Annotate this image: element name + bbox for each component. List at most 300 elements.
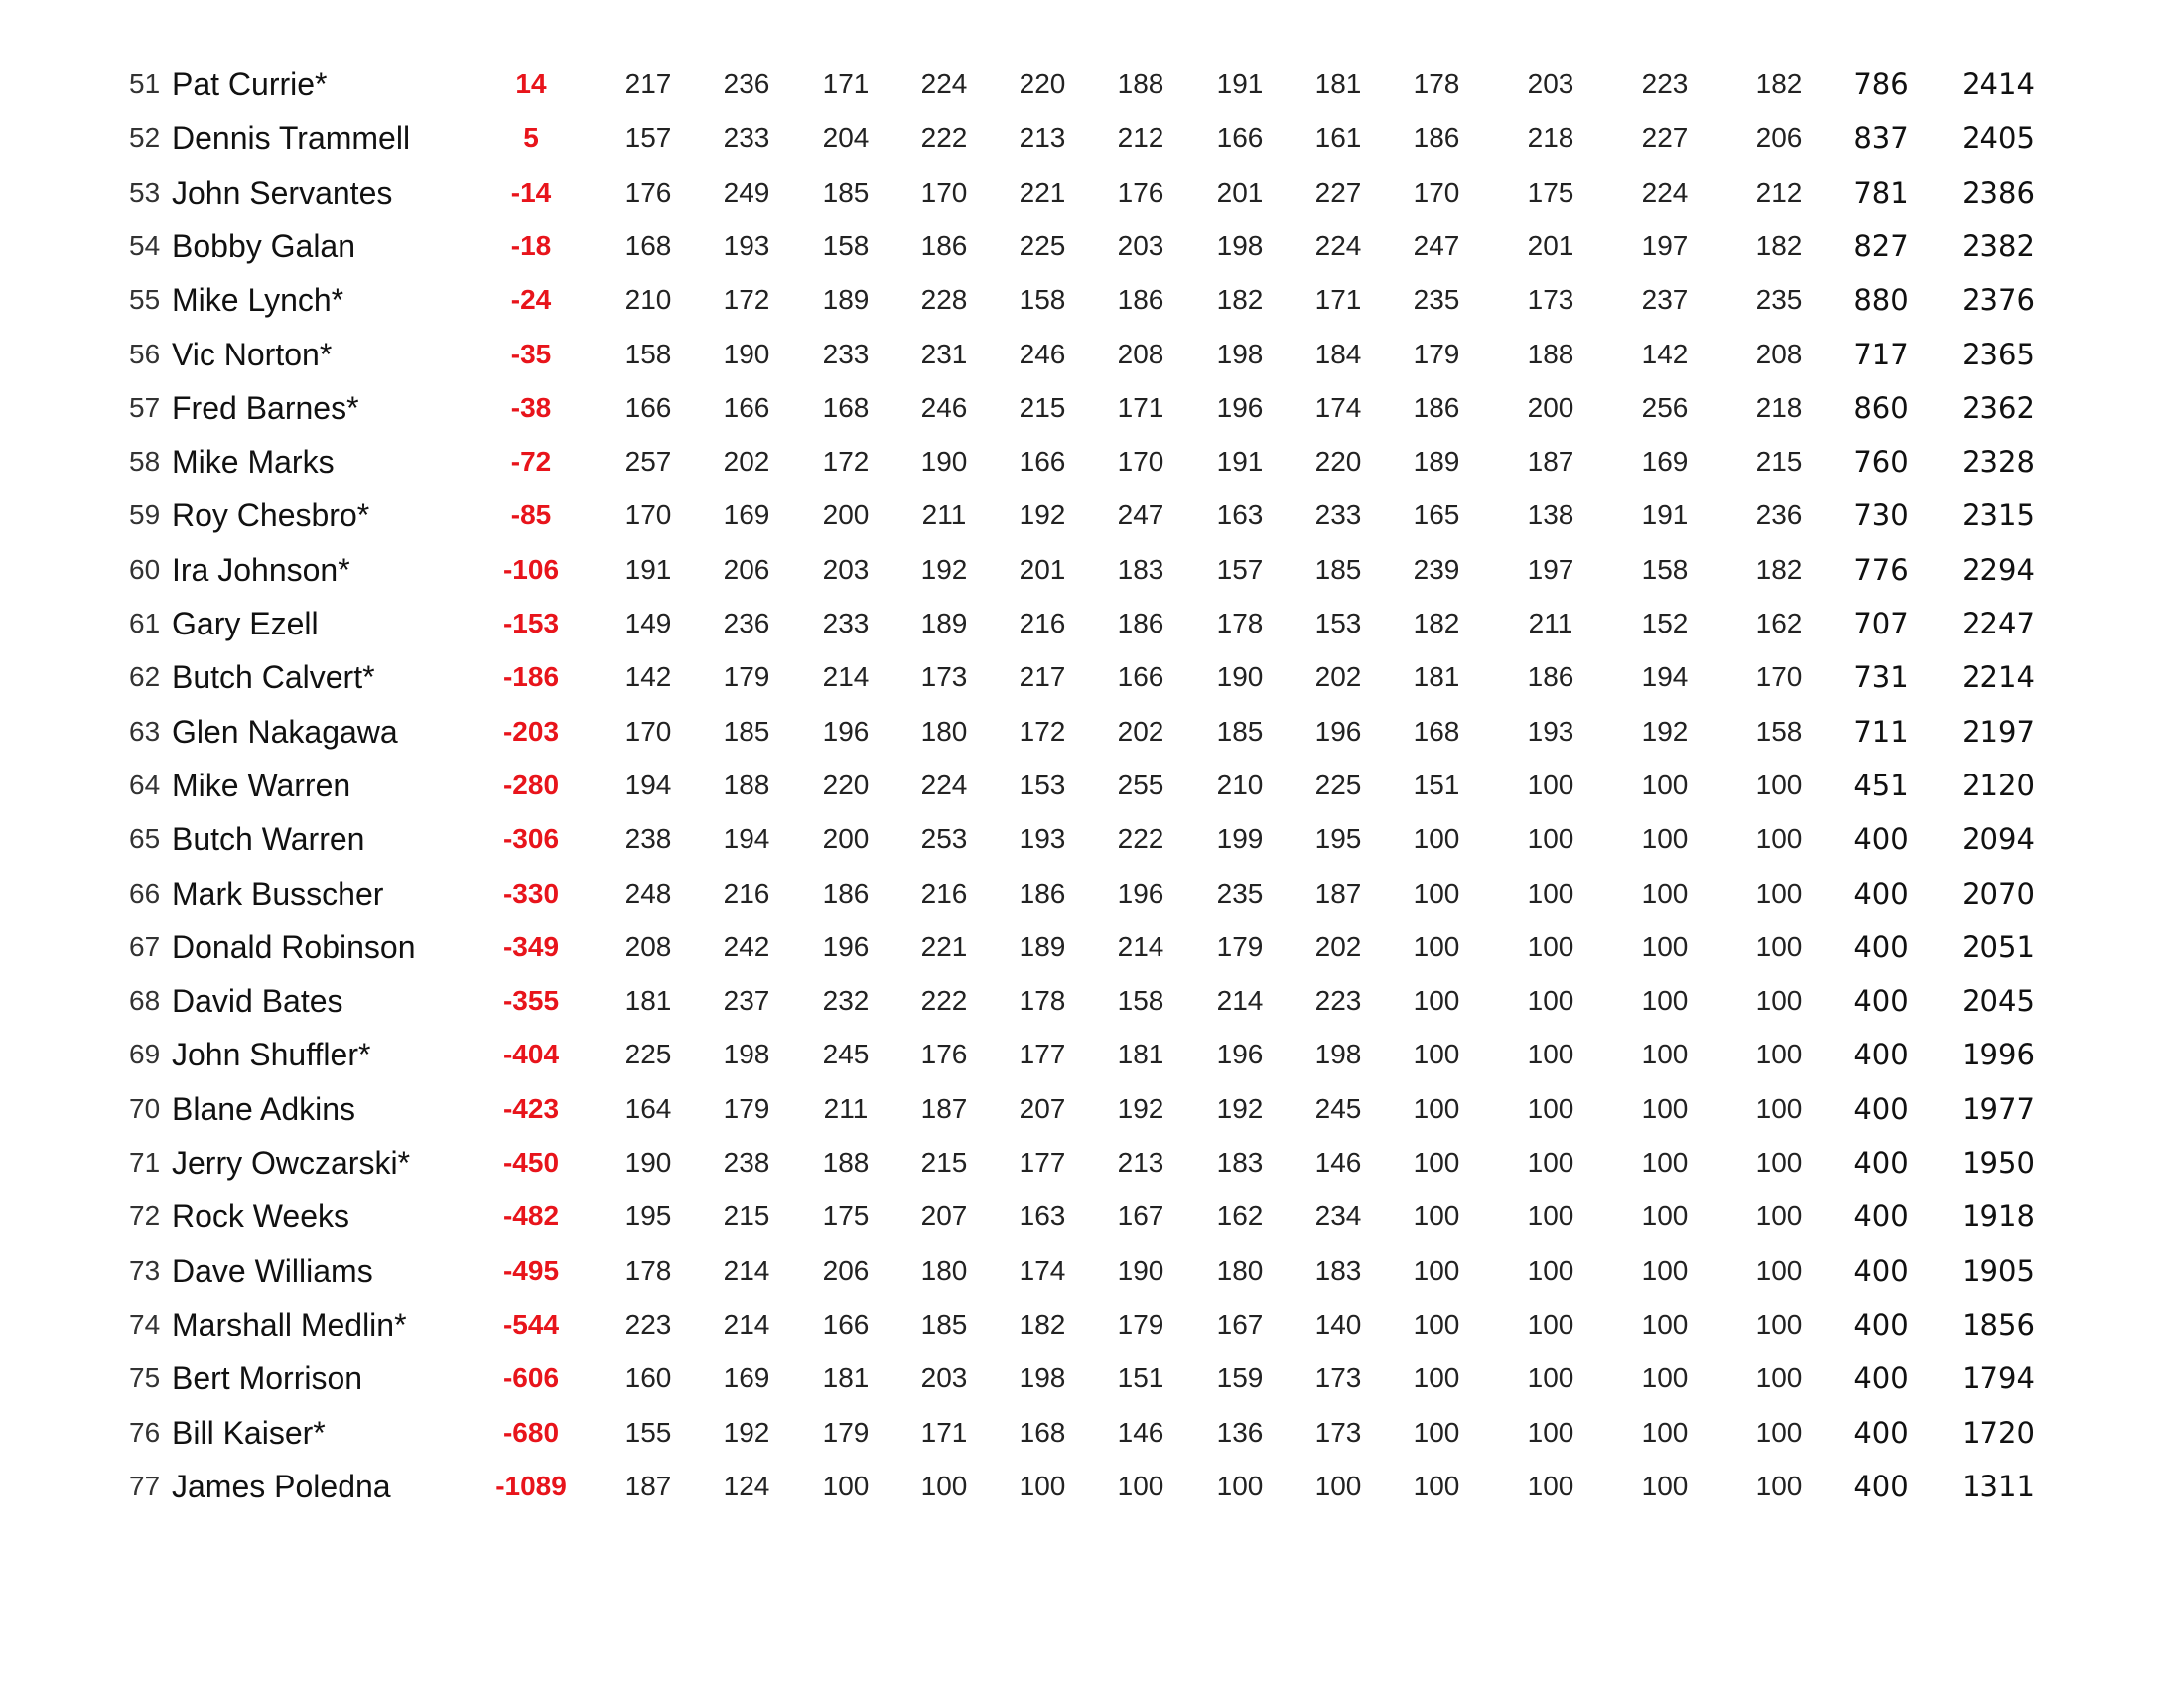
grand-total: 2315 bbox=[1962, 498, 2035, 533]
game-score: 173 bbox=[1314, 1362, 1362, 1394]
bowler-name: Mike Marks bbox=[172, 444, 335, 481]
game-score: 151 bbox=[1413, 769, 1460, 800]
game-score: 177 bbox=[1019, 1147, 1066, 1178]
game-score: 238 bbox=[624, 823, 672, 855]
game-score: 190 bbox=[1117, 1254, 1164, 1286]
bowler-name: Bert Morrison bbox=[172, 1360, 363, 1397]
game-score: 202 bbox=[1314, 930, 1362, 962]
game-score: 158 bbox=[1019, 284, 1066, 316]
game-score: 202 bbox=[1314, 661, 1362, 693]
standings-row bbox=[0, 435, 2184, 489]
game-score: 235 bbox=[1216, 877, 1264, 909]
standings-row bbox=[0, 650, 2184, 704]
grand-total: 2414 bbox=[1962, 68, 2035, 101]
bowler-name: Dave Williams bbox=[172, 1252, 373, 1289]
game-score: 218 bbox=[1527, 122, 1574, 154]
game-score: 158 bbox=[1641, 553, 1689, 585]
game-score: 175 bbox=[822, 1200, 870, 1232]
game-score: 217 bbox=[624, 69, 672, 99]
game-score: 204 bbox=[822, 122, 870, 154]
game-score: 100 bbox=[1413, 1254, 1460, 1286]
point-difference: -482 bbox=[502, 1200, 560, 1232]
game-score: 202 bbox=[1117, 715, 1164, 747]
game-score: 164 bbox=[624, 1092, 672, 1124]
standings-row bbox=[0, 111, 2184, 165]
game-score: 100 bbox=[1641, 1416, 1689, 1448]
game-score: 198 bbox=[1314, 1039, 1362, 1070]
game-score: 168 bbox=[1019, 1416, 1066, 1448]
game-score: 169 bbox=[1641, 446, 1689, 478]
game-score: 192 bbox=[1117, 1092, 1164, 1124]
game-score: 100 bbox=[1755, 877, 1803, 909]
point-difference: -14 bbox=[510, 176, 552, 208]
game-score: 170 bbox=[1755, 661, 1803, 693]
bowler-name: Dennis Trammell bbox=[172, 120, 411, 157]
game-score: 100 bbox=[1413, 1147, 1460, 1178]
game-score: 100 bbox=[1527, 930, 1574, 962]
rank-number: 75 bbox=[129, 1362, 161, 1394]
game-score: 182 bbox=[1413, 608, 1460, 638]
grand-total: 2070 bbox=[1962, 876, 2035, 911]
game-score: 100 bbox=[1641, 877, 1689, 909]
game-score: 192 bbox=[723, 1416, 770, 1448]
game-score: 220 bbox=[1019, 69, 1066, 99]
game-score: 235 bbox=[1413, 284, 1460, 316]
game-score: 192 bbox=[1216, 1092, 1264, 1124]
game-score: 196 bbox=[1117, 877, 1164, 909]
game-score: 192 bbox=[920, 553, 968, 585]
series-total: 400 bbox=[1853, 1199, 1909, 1234]
game-score: 216 bbox=[1019, 608, 1066, 638]
game-score: 100 bbox=[1527, 1470, 1574, 1501]
point-difference: -106 bbox=[502, 553, 560, 585]
game-score: 173 bbox=[1527, 284, 1574, 316]
grand-total: 1720 bbox=[1962, 1415, 2035, 1450]
game-score: 217 bbox=[1019, 661, 1066, 693]
game-score: 185 bbox=[723, 715, 770, 747]
rank-number: 63 bbox=[129, 715, 161, 747]
game-score: 235 bbox=[1755, 284, 1803, 316]
game-score: 214 bbox=[723, 1254, 770, 1286]
game-score: 100 bbox=[1413, 877, 1460, 909]
game-score: 186 bbox=[1527, 661, 1574, 693]
game-score: 238 bbox=[723, 1147, 770, 1178]
grand-total: 2328 bbox=[1962, 445, 2035, 480]
game-score: 222 bbox=[1117, 823, 1164, 855]
grand-total: 1918 bbox=[1962, 1199, 2035, 1234]
game-score: 149 bbox=[624, 608, 672, 638]
game-score: 191 bbox=[624, 553, 672, 585]
game-score: 210 bbox=[1216, 769, 1264, 800]
game-score: 186 bbox=[1019, 877, 1066, 909]
game-score: 180 bbox=[920, 1254, 968, 1286]
series-total: 400 bbox=[1853, 1146, 1909, 1180]
game-score: 186 bbox=[1413, 122, 1460, 154]
game-score: 168 bbox=[624, 229, 672, 261]
grand-total: 1794 bbox=[1962, 1361, 2035, 1396]
game-score: 211 bbox=[921, 499, 967, 531]
game-score: 100 bbox=[1641, 1362, 1689, 1394]
bowler-name: Mark Busscher bbox=[172, 875, 384, 912]
game-score: 181 bbox=[1314, 69, 1362, 99]
game-score: 179 bbox=[723, 1092, 770, 1124]
standings-row bbox=[0, 489, 2184, 542]
game-score: 236 bbox=[1755, 499, 1803, 531]
series-total: 786 bbox=[1853, 68, 1909, 101]
game-score: 170 bbox=[624, 715, 672, 747]
game-score: 100 bbox=[1641, 1200, 1689, 1232]
rank-number: 55 bbox=[129, 284, 161, 316]
game-score: 155 bbox=[624, 1416, 672, 1448]
series-total: 730 bbox=[1853, 498, 1909, 533]
game-score: 190 bbox=[920, 446, 968, 478]
game-score: 186 bbox=[1117, 608, 1164, 638]
game-score: 233 bbox=[822, 608, 870, 638]
rank-number: 70 bbox=[129, 1092, 161, 1124]
grand-total: 2362 bbox=[1962, 390, 2035, 425]
game-score: 224 bbox=[920, 769, 968, 800]
game-score: 245 bbox=[822, 1039, 870, 1070]
bowler-name: Mike Warren bbox=[172, 767, 351, 803]
game-score: 201 bbox=[1527, 229, 1574, 261]
bowler-name: Donald Robinson bbox=[172, 928, 416, 965]
game-score: 174 bbox=[1019, 1254, 1066, 1286]
game-score: 169 bbox=[723, 1362, 770, 1394]
game-score: 190 bbox=[624, 1147, 672, 1178]
game-score: 224 bbox=[1314, 229, 1362, 261]
grand-total: 1905 bbox=[1962, 1253, 2035, 1288]
game-score: 212 bbox=[1117, 122, 1164, 154]
rank-number: 69 bbox=[129, 1039, 161, 1070]
game-score: 100 bbox=[1527, 1039, 1574, 1070]
game-score: 100 bbox=[1413, 1039, 1460, 1070]
game-score: 138 bbox=[1527, 499, 1574, 531]
game-score: 183 bbox=[1314, 1254, 1362, 1286]
bowler-name: Pat Currie* bbox=[172, 67, 328, 102]
game-score: 233 bbox=[822, 338, 870, 369]
series-total: 400 bbox=[1853, 984, 1909, 1019]
game-score: 151 bbox=[1117, 1362, 1164, 1394]
game-score: 247 bbox=[1413, 229, 1460, 261]
game-score: 214 bbox=[723, 1308, 770, 1339]
bowler-name: Bill Kaiser* bbox=[172, 1414, 326, 1451]
bowler-name: Bobby Galan bbox=[172, 227, 356, 264]
game-score: 176 bbox=[920, 1039, 968, 1070]
point-difference: -606 bbox=[502, 1362, 560, 1394]
game-score: 187 bbox=[920, 1092, 968, 1124]
game-score: 188 bbox=[1117, 69, 1164, 99]
series-total: 400 bbox=[1853, 1091, 1909, 1126]
game-score: 100 bbox=[1527, 1362, 1574, 1394]
game-score: 207 bbox=[1019, 1092, 1066, 1124]
game-score: 176 bbox=[624, 176, 672, 208]
game-score: 100 bbox=[1755, 1092, 1803, 1124]
game-score: 214 bbox=[1216, 985, 1264, 1017]
game-score: 192 bbox=[1019, 499, 1066, 531]
standings-row bbox=[0, 920, 2184, 974]
game-score: 188 bbox=[1527, 338, 1574, 369]
game-score: 100 bbox=[1314, 1470, 1362, 1501]
game-score: 197 bbox=[1527, 553, 1574, 585]
bowler-name: Rock Weeks bbox=[172, 1198, 350, 1235]
game-score: 237 bbox=[723, 985, 770, 1017]
rank-number: 56 bbox=[129, 338, 161, 369]
rank-number: 66 bbox=[129, 877, 161, 909]
game-score: 215 bbox=[920, 1147, 968, 1178]
rank-number: 72 bbox=[129, 1200, 161, 1232]
game-score: 158 bbox=[1117, 985, 1164, 1017]
game-score: 168 bbox=[1413, 715, 1460, 747]
game-score: 256 bbox=[1641, 391, 1689, 423]
rank-number: 77 bbox=[129, 1470, 161, 1501]
bowler-name: Roy Chesbro* bbox=[172, 497, 370, 534]
series-total: 400 bbox=[1853, 876, 1909, 911]
series-total: 717 bbox=[1853, 337, 1909, 371]
game-score: 195 bbox=[1314, 823, 1362, 855]
standings-row bbox=[0, 867, 2184, 920]
bowler-name: Glen Nakagawa bbox=[172, 713, 398, 750]
series-total: 400 bbox=[1853, 822, 1909, 857]
game-score: 142 bbox=[1641, 338, 1689, 369]
game-score: 142 bbox=[624, 661, 672, 693]
game-score: 191 bbox=[1641, 499, 1689, 531]
game-score: 194 bbox=[1641, 661, 1689, 693]
game-score: 187 bbox=[624, 1470, 672, 1501]
game-score: 200 bbox=[1527, 391, 1574, 423]
game-score: 100 bbox=[1755, 1362, 1803, 1394]
point-difference: -35 bbox=[510, 338, 552, 369]
game-score: 161 bbox=[1314, 122, 1362, 154]
series-total: 781 bbox=[1853, 175, 1909, 210]
point-difference: -280 bbox=[502, 769, 560, 800]
game-score: 215 bbox=[723, 1200, 770, 1232]
standings-row bbox=[0, 543, 2184, 597]
grand-total: 2382 bbox=[1962, 228, 2035, 263]
bowler-name: Jerry Owczarski* bbox=[172, 1145, 411, 1181]
game-score: 196 bbox=[1216, 1039, 1264, 1070]
series-total: 400 bbox=[1853, 1415, 1909, 1450]
game-score: 158 bbox=[624, 338, 672, 369]
rank-number: 58 bbox=[129, 446, 161, 478]
game-score: 100 bbox=[1413, 1362, 1460, 1394]
grand-total: 2197 bbox=[1962, 714, 2035, 749]
game-score: 194 bbox=[723, 823, 770, 855]
game-score: 196 bbox=[822, 715, 870, 747]
game-score: 197 bbox=[1641, 229, 1689, 261]
game-score: 100 bbox=[822, 1470, 870, 1501]
game-score: 100 bbox=[1755, 1470, 1803, 1501]
point-difference: -495 bbox=[502, 1254, 560, 1286]
standings-row bbox=[0, 1298, 2184, 1351]
rank-number: 61 bbox=[129, 608, 161, 638]
game-score: 234 bbox=[1314, 1200, 1362, 1232]
grand-total: 1856 bbox=[1962, 1307, 2035, 1341]
game-score: 185 bbox=[1314, 553, 1362, 585]
game-score: 190 bbox=[723, 338, 770, 369]
game-score: 100 bbox=[1527, 1308, 1574, 1339]
game-score: 216 bbox=[723, 877, 770, 909]
game-score: 180 bbox=[920, 715, 968, 747]
game-score: 178 bbox=[1019, 985, 1066, 1017]
game-score: 223 bbox=[1641, 69, 1689, 99]
point-difference: -38 bbox=[510, 391, 552, 423]
game-score: 100 bbox=[1527, 769, 1574, 800]
grand-total: 2365 bbox=[1962, 337, 2035, 371]
game-score: 186 bbox=[1413, 391, 1460, 423]
game-score: 100 bbox=[1755, 769, 1803, 800]
standings-row bbox=[0, 166, 2184, 219]
game-score: 220 bbox=[822, 769, 870, 800]
game-score: 225 bbox=[1019, 229, 1066, 261]
game-score: 200 bbox=[822, 823, 870, 855]
game-score: 198 bbox=[1216, 229, 1264, 261]
game-score: 185 bbox=[822, 176, 870, 208]
standings-row bbox=[0, 974, 2184, 1028]
game-score: 233 bbox=[1314, 499, 1362, 531]
game-score: 233 bbox=[723, 122, 770, 154]
game-score: 100 bbox=[920, 1470, 968, 1501]
bowler-name: John Servantes bbox=[172, 174, 393, 211]
game-score: 100 bbox=[1641, 769, 1689, 800]
game-score: 174 bbox=[1314, 391, 1362, 423]
game-score: 227 bbox=[1641, 122, 1689, 154]
game-score: 100 bbox=[1527, 1092, 1574, 1124]
game-score: 100 bbox=[1755, 930, 1803, 962]
game-score: 167 bbox=[1216, 1308, 1264, 1339]
point-difference: -355 bbox=[502, 985, 560, 1017]
game-score: 153 bbox=[1314, 608, 1362, 638]
game-score: 167 bbox=[1117, 1200, 1164, 1232]
game-score: 170 bbox=[624, 499, 672, 531]
game-score: 166 bbox=[1117, 661, 1164, 693]
game-score: 170 bbox=[1117, 446, 1164, 478]
game-score: 178 bbox=[1216, 608, 1264, 638]
game-score: 237 bbox=[1641, 284, 1689, 316]
game-score: 192 bbox=[1641, 715, 1689, 747]
game-score: 146 bbox=[1314, 1147, 1362, 1178]
standings-row bbox=[0, 597, 2184, 650]
game-score: 184 bbox=[1314, 338, 1362, 369]
game-score: 227 bbox=[1314, 176, 1362, 208]
game-score: 100 bbox=[1641, 1039, 1689, 1070]
standings-row bbox=[0, 219, 2184, 273]
game-score: 182 bbox=[1216, 284, 1264, 316]
game-score: 100 bbox=[1413, 1416, 1460, 1448]
game-score: 100 bbox=[1413, 930, 1460, 962]
game-score: 198 bbox=[723, 1039, 770, 1070]
rank-number: 62 bbox=[129, 661, 161, 693]
point-difference: -349 bbox=[502, 930, 560, 962]
game-score: 216 bbox=[920, 877, 968, 909]
game-score: 188 bbox=[822, 1147, 870, 1178]
game-score: 179 bbox=[723, 661, 770, 693]
series-total: 451 bbox=[1853, 768, 1909, 802]
game-score: 223 bbox=[1314, 985, 1362, 1017]
game-score: 100 bbox=[1527, 1254, 1574, 1286]
game-score: 100 bbox=[1413, 1092, 1460, 1124]
point-difference: -544 bbox=[502, 1308, 560, 1339]
game-score: 182 bbox=[1019, 1308, 1066, 1339]
series-total: 837 bbox=[1853, 121, 1909, 156]
game-score: 215 bbox=[1755, 446, 1803, 478]
game-score: 208 bbox=[1755, 338, 1803, 369]
rank-number: 54 bbox=[129, 229, 161, 261]
game-score: 186 bbox=[1117, 284, 1164, 316]
bowler-name: Butch Calvert* bbox=[172, 659, 375, 696]
bowler-name: Butch Warren bbox=[172, 821, 365, 858]
game-score: 221 bbox=[920, 930, 968, 962]
game-score: 185 bbox=[920, 1308, 968, 1339]
game-score: 208 bbox=[1117, 338, 1164, 369]
game-score: 249 bbox=[723, 176, 770, 208]
game-score: 196 bbox=[822, 930, 870, 962]
rank-number: 64 bbox=[129, 769, 161, 800]
game-score: 165 bbox=[1413, 499, 1460, 531]
game-score: 124 bbox=[723, 1470, 770, 1501]
grand-total: 2247 bbox=[1962, 607, 2035, 640]
grand-total: 2045 bbox=[1962, 984, 2035, 1019]
game-score: 191 bbox=[1216, 69, 1264, 99]
grand-total: 2094 bbox=[1962, 822, 2035, 857]
standings-row bbox=[0, 1190, 2184, 1243]
game-score: 186 bbox=[822, 877, 870, 909]
game-score: 162 bbox=[1216, 1200, 1264, 1232]
game-score: 160 bbox=[624, 1362, 672, 1394]
game-score: 179 bbox=[1216, 930, 1264, 962]
rank-number: 74 bbox=[129, 1308, 161, 1339]
game-score: 203 bbox=[822, 553, 870, 585]
game-score: 152 bbox=[1641, 608, 1689, 638]
game-score: 245 bbox=[1314, 1092, 1362, 1124]
game-score: 182 bbox=[1755, 69, 1803, 99]
game-score: 180 bbox=[1216, 1254, 1264, 1286]
series-total: 760 bbox=[1853, 445, 1909, 480]
bowler-name: David Bates bbox=[172, 983, 343, 1020]
series-total: 731 bbox=[1853, 660, 1909, 695]
bowler-name: Mike Lynch* bbox=[172, 282, 344, 319]
game-score: 257 bbox=[624, 446, 672, 478]
grand-total: 1950 bbox=[1962, 1146, 2035, 1180]
game-score: 100 bbox=[1527, 823, 1574, 855]
grand-total: 2386 bbox=[1962, 175, 2035, 210]
game-score: 203 bbox=[920, 1362, 968, 1394]
game-score: 178 bbox=[1413, 69, 1460, 99]
game-score: 166 bbox=[624, 391, 672, 423]
standings-row bbox=[0, 1028, 2184, 1081]
game-score: 177 bbox=[1019, 1039, 1066, 1070]
game-score: 189 bbox=[1413, 446, 1460, 478]
bowler-name: Vic Norton* bbox=[172, 336, 333, 372]
rank-number: 52 bbox=[129, 122, 161, 154]
rank-number: 57 bbox=[129, 391, 161, 423]
series-total: 400 bbox=[1853, 1253, 1909, 1288]
game-score: 239 bbox=[1413, 553, 1460, 585]
game-score: 208 bbox=[624, 930, 672, 962]
point-difference: -404 bbox=[502, 1039, 560, 1070]
standings-row bbox=[0, 759, 2184, 812]
game-score: 206 bbox=[723, 553, 770, 585]
game-score: 171 bbox=[1117, 391, 1164, 423]
game-score: 166 bbox=[822, 1308, 870, 1339]
standings-row bbox=[0, 1244, 2184, 1298]
game-score: 176 bbox=[1117, 176, 1164, 208]
game-score: 172 bbox=[822, 446, 870, 478]
game-score: 100 bbox=[1755, 1308, 1803, 1339]
bowler-name: Blane Adkins bbox=[172, 1090, 356, 1127]
game-score: 100 bbox=[1527, 1200, 1574, 1232]
game-score: 100 bbox=[1641, 985, 1689, 1017]
game-score: 214 bbox=[1117, 930, 1164, 962]
